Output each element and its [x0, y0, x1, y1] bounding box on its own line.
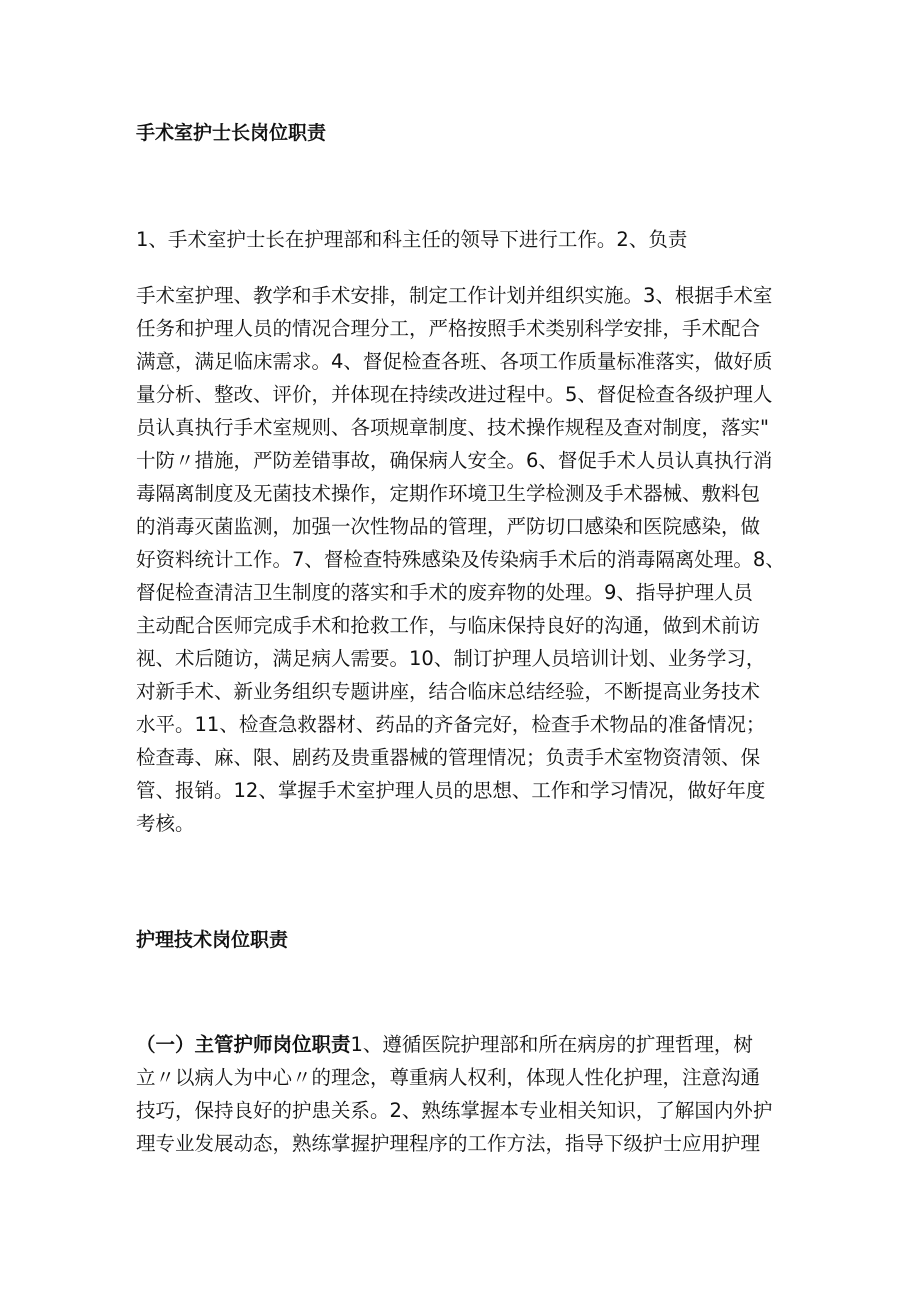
section-title-nursing-tech: 护理技术岗位职责 [136, 929, 289, 951]
paragraph-line: 手术室护理、教学和手术安排，制定工作计划并组织实施。3、根据手术室 [136, 284, 773, 307]
paragraph-line: 主动配合医师完成手术和抢救工作，与临床保持良好的沟通，做到术前访 [136, 614, 761, 637]
paragraph-line: 的消毒灭菌监测，加强一次性物品的管理，严防切口感染和医院感染，做 [136, 515, 761, 538]
paragraph-intro-line: 1、手术室护士长在护理部和科主任的领导下进行工作。2、负责 [136, 228, 688, 251]
paragraph-line: 任务和护理人员的情况合理分工，严格按照手术类别科学安排，手术配合 [136, 317, 761, 340]
paragraph-line: 满意，满足临床需求。4、督促检查各班、各项工作质量标准落实，做好质 [136, 350, 773, 373]
paragraph-line: 毒隔离制度及无菌技术操作，定期作环境卫生学检测及手术器械、敷料包 [136, 482, 761, 505]
paragraph-line: 视、术后随访，满足病人需要。10、制订护理人员培训计划、业务学习， [136, 647, 766, 670]
paragraph-line: 立〃以病人为中心〃的理念，尊重病人权利，体现人性化护理，注意沟通 [136, 1066, 761, 1089]
paragraph-line: 对新手术、新业务组织专题讲座，结合临床总结经验，不断提高业务技术 [136, 680, 761, 703]
paragraph-line: 员认真执行手术室规则、各项规章制度、技术操作规程及查对制度，落实" [136, 416, 769, 439]
paragraph-line: 检查毒、麻、限、剧药及贵重器械的管理情况；负责手术室物资清领、保 [136, 746, 761, 769]
paragraph-first-line [136, 1031, 753, 1059]
paragraph-line: 好资料统计工作。7、督检查特殊感染及传染病手术后的消毒隔离处理。8、 [136, 548, 785, 571]
paragraph-line: 技巧，保持良好的护患关系。2、熟练掌握本专业相关知识，了解国内外护 [136, 1099, 773, 1122]
paragraph-line: 十防〃措施，严防差错事故，确保病人安全。6、督促手术人员认真执行消 [136, 449, 773, 472]
paragraph-line: 督促检查清洁卫生制度的落实和手术的废弃物的处理。9、指导护理人员 [136, 581, 753, 604]
paragraph-line: 理专业发展动态，熟练掌握护理程序的工作方法，指导下级护士应用护理 [136, 1132, 761, 1155]
subsection-title-supervisor-nurse: （一）主管护师岗位职责 [136, 1033, 351, 1056]
paragraph-line: 水平。11、检查急救器材、药品的齐备完好，检查手术物品的准备情况； [136, 713, 766, 736]
paragraph-first-line-text: 1、遵循医院护理部和所在病房的扩理哲理，树 [350, 1033, 753, 1056]
paragraph-line: 量分析、整改、评价，并体现在持续改进过程中。5、督促检查各级护理人 [136, 383, 773, 406]
section-title-head-nurse: 手术室护士长岗位职责 [136, 122, 327, 144]
paragraph-line: 考核。 [136, 812, 195, 835]
paragraph-line: 管、报销。12、掌握手术室护理人员的思想、工作和学习情况，做好年度 [136, 779, 766, 802]
